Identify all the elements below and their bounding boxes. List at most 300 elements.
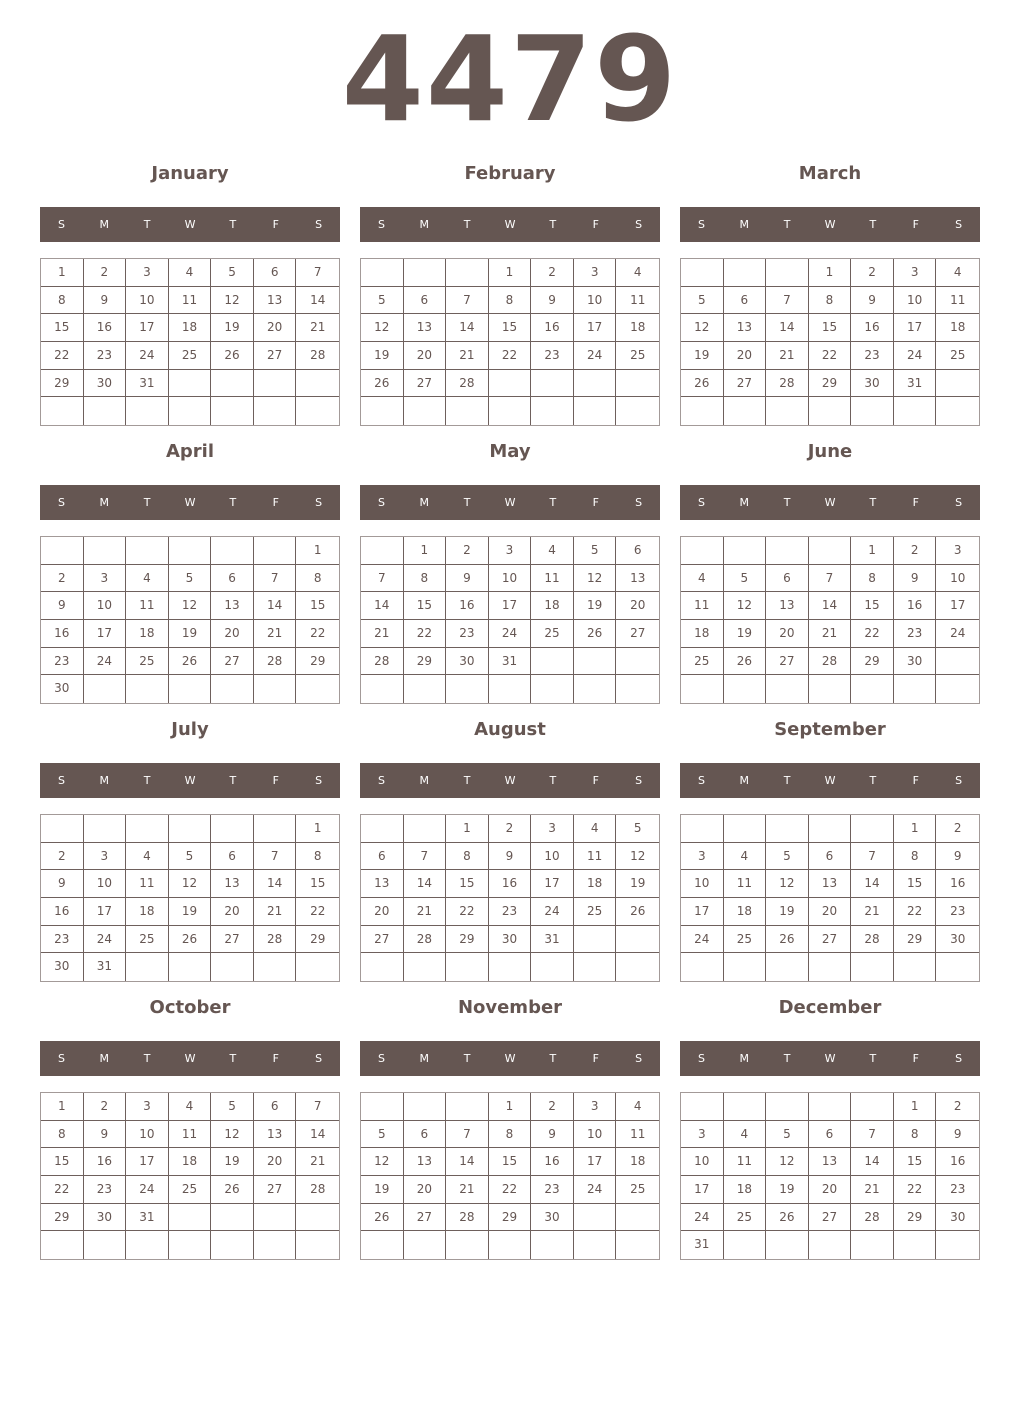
- weekday-label: T: [549, 1052, 557, 1065]
- day-cell: 29: [851, 648, 894, 676]
- day-cell: 30: [41, 675, 84, 703]
- weekday-label: S: [315, 1052, 323, 1065]
- weekday-label: T: [463, 218, 471, 231]
- empty-cell: [489, 675, 532, 703]
- weekday-label: S: [57, 1052, 65, 1065]
- day-cell: 24: [574, 1176, 617, 1204]
- day-cell: 14: [361, 592, 404, 620]
- day-cell: 12: [361, 1148, 404, 1176]
- day-cell: 12: [169, 592, 212, 620]
- day-cell: 5: [361, 1121, 404, 1149]
- day-cell: 17: [84, 898, 127, 926]
- weekday-header: [40, 1041, 340, 1076]
- day-cell: 19: [766, 898, 809, 926]
- day-cell: 27: [809, 926, 852, 954]
- day-cell: 5: [681, 287, 724, 315]
- day-cell: 27: [361, 926, 404, 954]
- empty-cell: [936, 953, 979, 981]
- day-cell: 31: [126, 370, 169, 398]
- weekday-label: S: [377, 774, 385, 787]
- empty-cell: [84, 537, 127, 565]
- day-cell: 29: [809, 370, 852, 398]
- day-cell: 21: [766, 342, 809, 370]
- empty-cell: [211, 953, 254, 981]
- empty-cell: [724, 953, 767, 981]
- empty-cell: [361, 675, 404, 703]
- day-cell: 28: [296, 342, 339, 370]
- month-title: December: [778, 997, 882, 1018]
- month-title: January: [151, 163, 229, 184]
- day-grid: [40, 536, 340, 704]
- day-cell: 2: [84, 259, 127, 287]
- day-cell: 13: [404, 1148, 447, 1176]
- day-cell: 8: [404, 565, 447, 593]
- day-cell: 18: [936, 314, 979, 342]
- day-cell: 12: [724, 592, 767, 620]
- day-cell: 10: [126, 287, 169, 315]
- day-cell: 1: [296, 537, 339, 565]
- month-title: February: [464, 163, 556, 184]
- day-cell: 2: [41, 843, 84, 871]
- weekday-label: W: [504, 774, 516, 787]
- day-cell: 20: [211, 898, 254, 926]
- empty-cell: [724, 537, 767, 565]
- day-cell: 28: [766, 370, 809, 398]
- empty-cell: [361, 1231, 404, 1259]
- empty-cell: [296, 1204, 339, 1232]
- empty-cell: [531, 648, 574, 676]
- empty-cell: [574, 1231, 617, 1259]
- day-cell: 23: [936, 898, 979, 926]
- day-cell: 21: [851, 898, 894, 926]
- weekday-label: W: [824, 774, 836, 787]
- day-cell: 28: [851, 926, 894, 954]
- day-cell: 31: [531, 926, 574, 954]
- day-cell: 22: [489, 1176, 532, 1204]
- day-cell: 25: [574, 898, 617, 926]
- day-cell: 2: [84, 1093, 127, 1121]
- day-cell: 6: [404, 287, 447, 315]
- day-cell: 19: [169, 620, 212, 648]
- day-cell: 12: [361, 314, 404, 342]
- empty-cell: [766, 397, 809, 425]
- weekday-label: S: [315, 218, 323, 231]
- empty-cell: [531, 397, 574, 425]
- day-cell: 29: [894, 926, 937, 954]
- day-cell: 23: [894, 620, 937, 648]
- weekday-header: [680, 207, 980, 242]
- weekday-label: S: [697, 496, 705, 509]
- day-cell: 23: [851, 342, 894, 370]
- day-cell: 24: [126, 1176, 169, 1204]
- empty-cell: [296, 370, 339, 398]
- day-cell: 12: [169, 870, 212, 898]
- day-cell: 11: [724, 1148, 767, 1176]
- empty-cell: [851, 953, 894, 981]
- day-cell: 8: [851, 565, 894, 593]
- empty-cell: [211, 370, 254, 398]
- day-cell: 18: [169, 1148, 212, 1176]
- day-cell: 14: [254, 870, 297, 898]
- day-cell: 9: [936, 1121, 979, 1149]
- weekday-label: S: [377, 496, 385, 509]
- day-cell: 1: [851, 537, 894, 565]
- day-cell: 16: [531, 1148, 574, 1176]
- empty-cell: [84, 675, 127, 703]
- empty-cell: [851, 1093, 894, 1121]
- day-cell: 8: [41, 287, 84, 315]
- empty-cell: [211, 537, 254, 565]
- day-cell: 14: [296, 1121, 339, 1149]
- weekday-label: W: [504, 1052, 516, 1065]
- empty-cell: [254, 675, 297, 703]
- day-cell: 1: [489, 259, 532, 287]
- weekday-label: F: [272, 496, 279, 509]
- weekday-label: T: [783, 218, 791, 231]
- day-cell: 22: [446, 898, 489, 926]
- day-cell: 3: [681, 1121, 724, 1149]
- empty-cell: [531, 953, 574, 981]
- empty-cell: [766, 1231, 809, 1259]
- weekday-label: T: [229, 496, 237, 509]
- weekday-label: T: [869, 218, 877, 231]
- weekday-label: T: [549, 774, 557, 787]
- empty-cell: [446, 397, 489, 425]
- day-cell: 4: [574, 815, 617, 843]
- weekday-label: T: [549, 496, 557, 509]
- empty-cell: [169, 1231, 212, 1259]
- day-cell: 24: [84, 648, 127, 676]
- empty-cell: [254, 370, 297, 398]
- day-cell: 15: [296, 870, 339, 898]
- day-cell: 3: [126, 1093, 169, 1121]
- day-cell: 9: [894, 565, 937, 593]
- day-cell: 17: [894, 314, 937, 342]
- day-cell: 4: [169, 1093, 212, 1121]
- day-cell: 23: [531, 342, 574, 370]
- day-cell: 4: [681, 565, 724, 593]
- day-cell: 4: [936, 259, 979, 287]
- day-cell: 12: [681, 314, 724, 342]
- empty-cell: [681, 1093, 724, 1121]
- day-cell: 17: [126, 314, 169, 342]
- day-cell: 12: [766, 1148, 809, 1176]
- day-cell: 18: [616, 314, 659, 342]
- day-cell: 7: [296, 259, 339, 287]
- day-cell: 15: [41, 1148, 84, 1176]
- day-cell: 27: [809, 1204, 852, 1232]
- day-cell: 30: [894, 648, 937, 676]
- day-cell: 13: [254, 1121, 297, 1149]
- day-cell: 5: [616, 815, 659, 843]
- day-cell: 17: [681, 898, 724, 926]
- day-cell: 11: [126, 870, 169, 898]
- day-cell: 29: [41, 370, 84, 398]
- day-cell: 31: [126, 1204, 169, 1232]
- day-cell: 1: [446, 815, 489, 843]
- empty-cell: [489, 953, 532, 981]
- day-cell: 23: [84, 1176, 127, 1204]
- empty-cell: [361, 815, 404, 843]
- weekday-label: M: [99, 496, 110, 509]
- day-cell: 10: [126, 1121, 169, 1149]
- weekday-label: T: [143, 774, 151, 787]
- day-cell: 16: [41, 898, 84, 926]
- day-cell: 8: [41, 1121, 84, 1149]
- day-cell: 11: [616, 287, 659, 315]
- day-cell: 6: [254, 259, 297, 287]
- empty-cell: [851, 815, 894, 843]
- day-cell: 1: [894, 815, 937, 843]
- empty-cell: [616, 1231, 659, 1259]
- empty-cell: [616, 675, 659, 703]
- day-cell: 25: [169, 1176, 212, 1204]
- weekday-label: T: [869, 496, 877, 509]
- day-cell: 27: [404, 370, 447, 398]
- day-cell: 1: [41, 1093, 84, 1121]
- empty-cell: [84, 815, 127, 843]
- day-cell: 30: [84, 370, 127, 398]
- day-cell: 11: [616, 1121, 659, 1149]
- day-cell: 2: [446, 537, 489, 565]
- empty-cell: [574, 953, 617, 981]
- weekday-label: M: [99, 1052, 110, 1065]
- day-grid: [360, 814, 660, 982]
- empty-cell: [616, 953, 659, 981]
- day-cell: 4: [169, 259, 212, 287]
- day-cell: 30: [936, 1204, 979, 1232]
- day-cell: 26: [766, 1204, 809, 1232]
- day-cell: 2: [894, 537, 937, 565]
- day-cell: 16: [531, 314, 574, 342]
- day-cell: 22: [851, 620, 894, 648]
- day-cell: 25: [126, 926, 169, 954]
- weekday-label: W: [184, 774, 196, 787]
- weekday-label: T: [229, 1052, 237, 1065]
- day-cell: 26: [574, 620, 617, 648]
- day-cell: 25: [936, 342, 979, 370]
- day-cell: 22: [894, 898, 937, 926]
- day-cell: 25: [616, 342, 659, 370]
- day-cell: 29: [446, 926, 489, 954]
- day-cell: 28: [446, 1204, 489, 1232]
- day-cell: 8: [296, 843, 339, 871]
- day-cell: 4: [616, 259, 659, 287]
- day-cell: 13: [211, 592, 254, 620]
- day-cell: 15: [851, 592, 894, 620]
- day-cell: 10: [84, 870, 127, 898]
- weekday-label: S: [635, 774, 643, 787]
- empty-cell: [936, 648, 979, 676]
- empty-cell: [681, 675, 724, 703]
- day-cell: 20: [404, 342, 447, 370]
- day-cell: 20: [766, 620, 809, 648]
- empty-cell: [574, 648, 617, 676]
- empty-cell: [361, 953, 404, 981]
- empty-cell: [211, 1204, 254, 1232]
- day-grid: [360, 1092, 660, 1260]
- empty-cell: [574, 926, 617, 954]
- day-cell: 31: [489, 648, 532, 676]
- empty-cell: [616, 648, 659, 676]
- day-cell: 5: [766, 1121, 809, 1149]
- day-cell: 6: [404, 1121, 447, 1149]
- empty-cell: [894, 675, 937, 703]
- day-cell: 4: [531, 537, 574, 565]
- empty-cell: [169, 370, 212, 398]
- day-cell: 28: [446, 370, 489, 398]
- day-cell: 6: [211, 565, 254, 593]
- weekday-label: S: [57, 218, 65, 231]
- day-cell: 5: [169, 565, 212, 593]
- day-cell: 28: [254, 926, 297, 954]
- day-grid: [680, 814, 980, 982]
- day-cell: 19: [361, 342, 404, 370]
- day-cell: 29: [41, 1204, 84, 1232]
- year-title: 4479: [341, 10, 679, 148]
- empty-cell: [84, 1231, 127, 1259]
- day-cell: 14: [766, 314, 809, 342]
- day-cell: 27: [766, 648, 809, 676]
- weekday-header: [360, 207, 660, 242]
- weekday-header: [680, 1041, 980, 1076]
- month-title: March: [798, 163, 862, 184]
- empty-cell: [681, 953, 724, 981]
- day-cell: 5: [574, 537, 617, 565]
- day-cell: 25: [126, 648, 169, 676]
- empty-cell: [766, 953, 809, 981]
- empty-cell: [254, 397, 297, 425]
- day-cell: 25: [616, 1176, 659, 1204]
- day-cell: 26: [616, 898, 659, 926]
- day-cell: 20: [404, 1176, 447, 1204]
- day-cell: 11: [126, 592, 169, 620]
- empty-cell: [296, 675, 339, 703]
- empty-cell: [169, 675, 212, 703]
- weekday-label: T: [869, 774, 877, 787]
- day-cell: 24: [894, 342, 937, 370]
- day-cell: 1: [404, 537, 447, 565]
- day-cell: 2: [41, 565, 84, 593]
- day-cell: 31: [84, 953, 127, 981]
- day-grid: [680, 1092, 980, 1260]
- day-cell: 20: [254, 1148, 297, 1176]
- weekday-label: F: [272, 774, 279, 787]
- empty-cell: [936, 397, 979, 425]
- day-cell: 9: [936, 843, 979, 871]
- day-cell: 16: [84, 314, 127, 342]
- day-cell: 16: [489, 870, 532, 898]
- day-cell: 1: [809, 259, 852, 287]
- day-cell: 16: [894, 592, 937, 620]
- day-cell: 27: [254, 342, 297, 370]
- empty-cell: [724, 1231, 767, 1259]
- day-cell: 7: [361, 565, 404, 593]
- empty-cell: [616, 370, 659, 398]
- weekday-label: F: [272, 218, 279, 231]
- day-cell: 4: [126, 565, 169, 593]
- empty-cell: [681, 537, 724, 565]
- weekday-label: S: [955, 1052, 963, 1065]
- day-cell: 30: [851, 370, 894, 398]
- day-cell: 13: [211, 870, 254, 898]
- day-cell: 1: [894, 1093, 937, 1121]
- day-cell: 25: [724, 926, 767, 954]
- empty-cell: [809, 537, 852, 565]
- empty-cell: [254, 537, 297, 565]
- weekday-label: F: [272, 1052, 279, 1065]
- weekday-label: T: [143, 1052, 151, 1065]
- empty-cell: [936, 370, 979, 398]
- day-cell: 7: [766, 287, 809, 315]
- day-cell: 25: [169, 342, 212, 370]
- empty-cell: [809, 815, 852, 843]
- empty-cell: [574, 1204, 617, 1232]
- day-cell: 22: [296, 620, 339, 648]
- day-cell: 8: [894, 1121, 937, 1149]
- empty-cell: [446, 259, 489, 287]
- empty-cell: [254, 1204, 297, 1232]
- day-cell: 14: [446, 1148, 489, 1176]
- empty-cell: [574, 370, 617, 398]
- day-cell: 10: [574, 287, 617, 315]
- day-cell: 8: [489, 1121, 532, 1149]
- day-cell: 27: [724, 370, 767, 398]
- weekday-header: [360, 763, 660, 798]
- day-cell: 14: [446, 314, 489, 342]
- weekday-label: S: [955, 496, 963, 509]
- day-cell: 10: [574, 1121, 617, 1149]
- day-cell: 22: [41, 342, 84, 370]
- day-cell: 13: [766, 592, 809, 620]
- day-cell: 19: [574, 592, 617, 620]
- month-title: August: [474, 719, 546, 740]
- weekday-label: T: [229, 774, 237, 787]
- month-title: June: [807, 441, 853, 462]
- day-cell: 30: [41, 953, 84, 981]
- day-cell: 4: [724, 1121, 767, 1149]
- day-cell: 9: [41, 870, 84, 898]
- day-cell: 21: [254, 898, 297, 926]
- day-cell: 3: [681, 843, 724, 871]
- day-cell: 6: [361, 843, 404, 871]
- day-cell: 29: [489, 1204, 532, 1232]
- weekday-label: W: [824, 218, 836, 231]
- weekday-label: M: [739, 218, 750, 231]
- empty-cell: [616, 397, 659, 425]
- day-cell: 13: [809, 870, 852, 898]
- weekday-label: M: [419, 496, 430, 509]
- empty-cell: [361, 1093, 404, 1121]
- day-cell: 29: [404, 648, 447, 676]
- day-cell: 5: [211, 1093, 254, 1121]
- weekday-header: [40, 485, 340, 520]
- weekday-label: W: [184, 1052, 196, 1065]
- empty-cell: [724, 815, 767, 843]
- empty-cell: [296, 397, 339, 425]
- day-cell: 7: [296, 1093, 339, 1121]
- day-cell: 2: [531, 259, 574, 287]
- weekday-label: W: [184, 496, 196, 509]
- day-cell: 14: [851, 870, 894, 898]
- empty-cell: [211, 675, 254, 703]
- empty-cell: [404, 259, 447, 287]
- day-cell: 22: [404, 620, 447, 648]
- day-cell: 11: [574, 843, 617, 871]
- day-cell: 15: [296, 592, 339, 620]
- weekday-label: M: [419, 1052, 430, 1065]
- day-cell: 23: [936, 1176, 979, 1204]
